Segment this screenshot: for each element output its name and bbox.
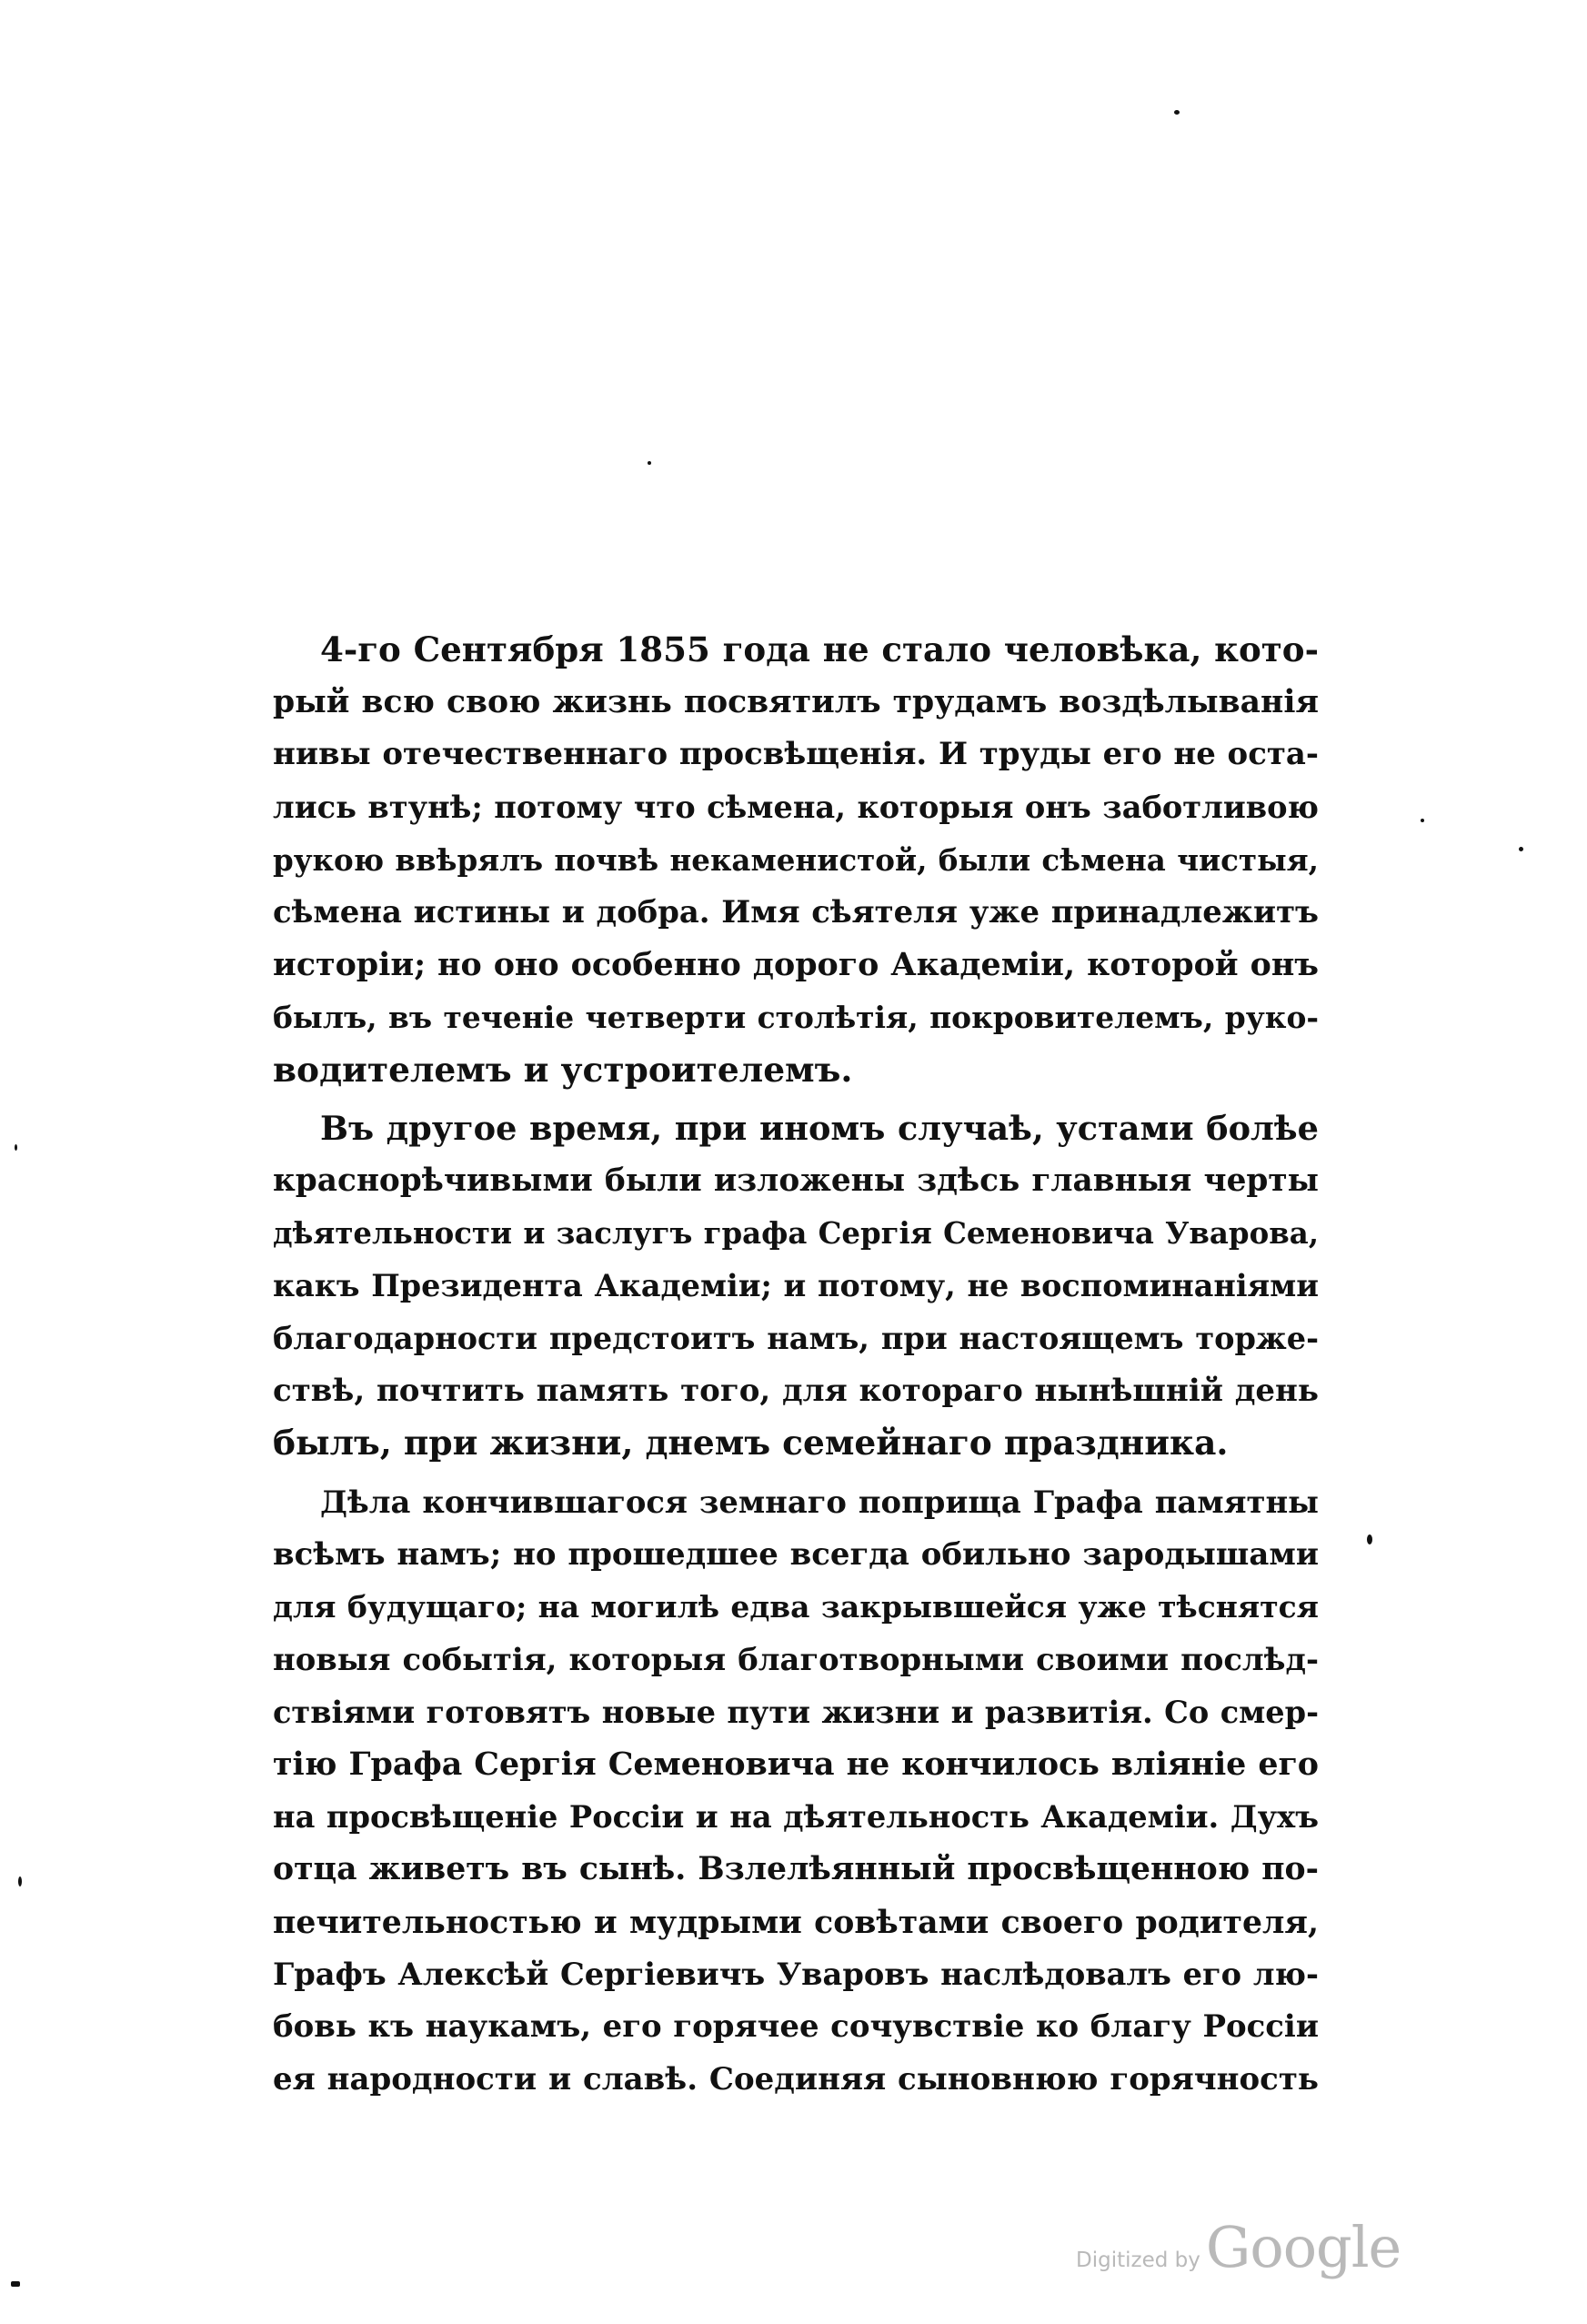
text-line: бовь къ наукамъ, его горячее сочувствіе ко благу Россіи <box>273 2007 1319 2045</box>
text-line: всѣмъ намъ; но прошедшее всегда обильно зародышами <box>273 1535 1319 1573</box>
watermark-prefix: Digitized by <box>1076 2249 1200 2272</box>
scan-speck <box>18 1876 22 1886</box>
google-logo: Google <box>1205 2214 1401 2280</box>
text-line: нивы отечественнаго просвѣщенія. И труды его не оста- <box>273 736 1319 773</box>
text-line: былъ, въ теченіе четверти столѣтія, покровителемъ, руко- <box>273 999 1319 1035</box>
paragraph <box>273 1476 1319 2106</box>
text-line: сѣмена истины и добра. Имя сѣятеля уже принадлежитъ <box>273 893 1319 931</box>
scan-speck <box>1421 819 1424 822</box>
text-line: 4-го Сентября 1855 года не стало человѣка, кото- <box>320 629 1319 669</box>
text-line: Въ другое время, при иномъ случаѣ, устами болѣе <box>320 1109 1319 1149</box>
text-line: для будущаго; на могилѣ едва закрывшейся уже тѣснятся <box>273 1589 1319 1625</box>
text-line: тію Графа Сергія Семеновича не кончилось вліяніе его <box>273 1746 1319 1784</box>
text-line: рый всю свою жизнь посвятилъ трудамъ воздѣлыванія <box>273 683 1319 720</box>
text-line: краснорѣчивыми были изложены здѣсь главныя черты <box>273 1162 1319 1199</box>
text-line: дѣятельности и заслугъ графа Сергія Семеновича Уварова, <box>273 1215 1319 1251</box>
digitized-by-watermark <box>1076 2214 1401 2287</box>
text-line: рукою ввѣрялъ почвѣ некаменистой, были сѣмена чистыя, <box>273 841 1319 878</box>
text-line: Дѣла кончившагося земнаго поприща Графа памятны <box>320 1484 1319 1520</box>
text-line: водителемъ и устроителемъ. <box>273 1049 853 1090</box>
text-line: Графъ Алексѣй Сергіевичъ Уваровъ наслѣдовалъ его лю- <box>273 1956 1319 1993</box>
text-line: ствіями готовятъ новые пути жизни и развитія. Со смер- <box>273 1693 1319 1730</box>
scan-speck <box>1174 110 1180 115</box>
scan-speck <box>15 1144 17 1151</box>
text-line: на просвѣщеніе Россіи и на дѣятельность Академіи. Духъ <box>273 1798 1319 1836</box>
text-line: ея народности и славѣ. Соединяя сыновнюю горячность <box>273 2060 1319 2098</box>
text-line: какъ Президента Академіи; и потому, не воспоминаніями <box>273 1268 1319 1304</box>
text-line: печительностью и мудрыми совѣтами своего родителя, <box>273 1903 1319 1941</box>
body-text <box>273 624 1319 2106</box>
paragraph <box>273 624 1319 1096</box>
scan-speck <box>1519 847 1523 851</box>
text-line: отца живетъ въ сынѣ. Взлелѣянный просвѣщенною по- <box>273 1850 1319 1887</box>
scan-speck <box>1367 1534 1372 1544</box>
scan-speck <box>648 461 651 465</box>
text-line: исторіи; но оно особенно дорого Академіи, которой онъ <box>273 946 1319 984</box>
text-line: лись втунѣ; потому что сѣмена, которыя онъ заботливою <box>273 789 1319 826</box>
text-line: новыя событія, которыя благотворными своими послѣд- <box>273 1641 1319 1678</box>
text-line: ствѣ, почтить память того, для котораго нынѣшній день <box>273 1372 1319 1409</box>
text-line: благодарности предстоитъ намъ, при настоящемъ торже- <box>273 1320 1319 1356</box>
paragraph <box>273 1102 1319 1470</box>
scan-speck <box>11 2281 20 2287</box>
text-line: былъ, при жизни, днемъ семейнаго праздника. <box>273 1423 1229 1464</box>
